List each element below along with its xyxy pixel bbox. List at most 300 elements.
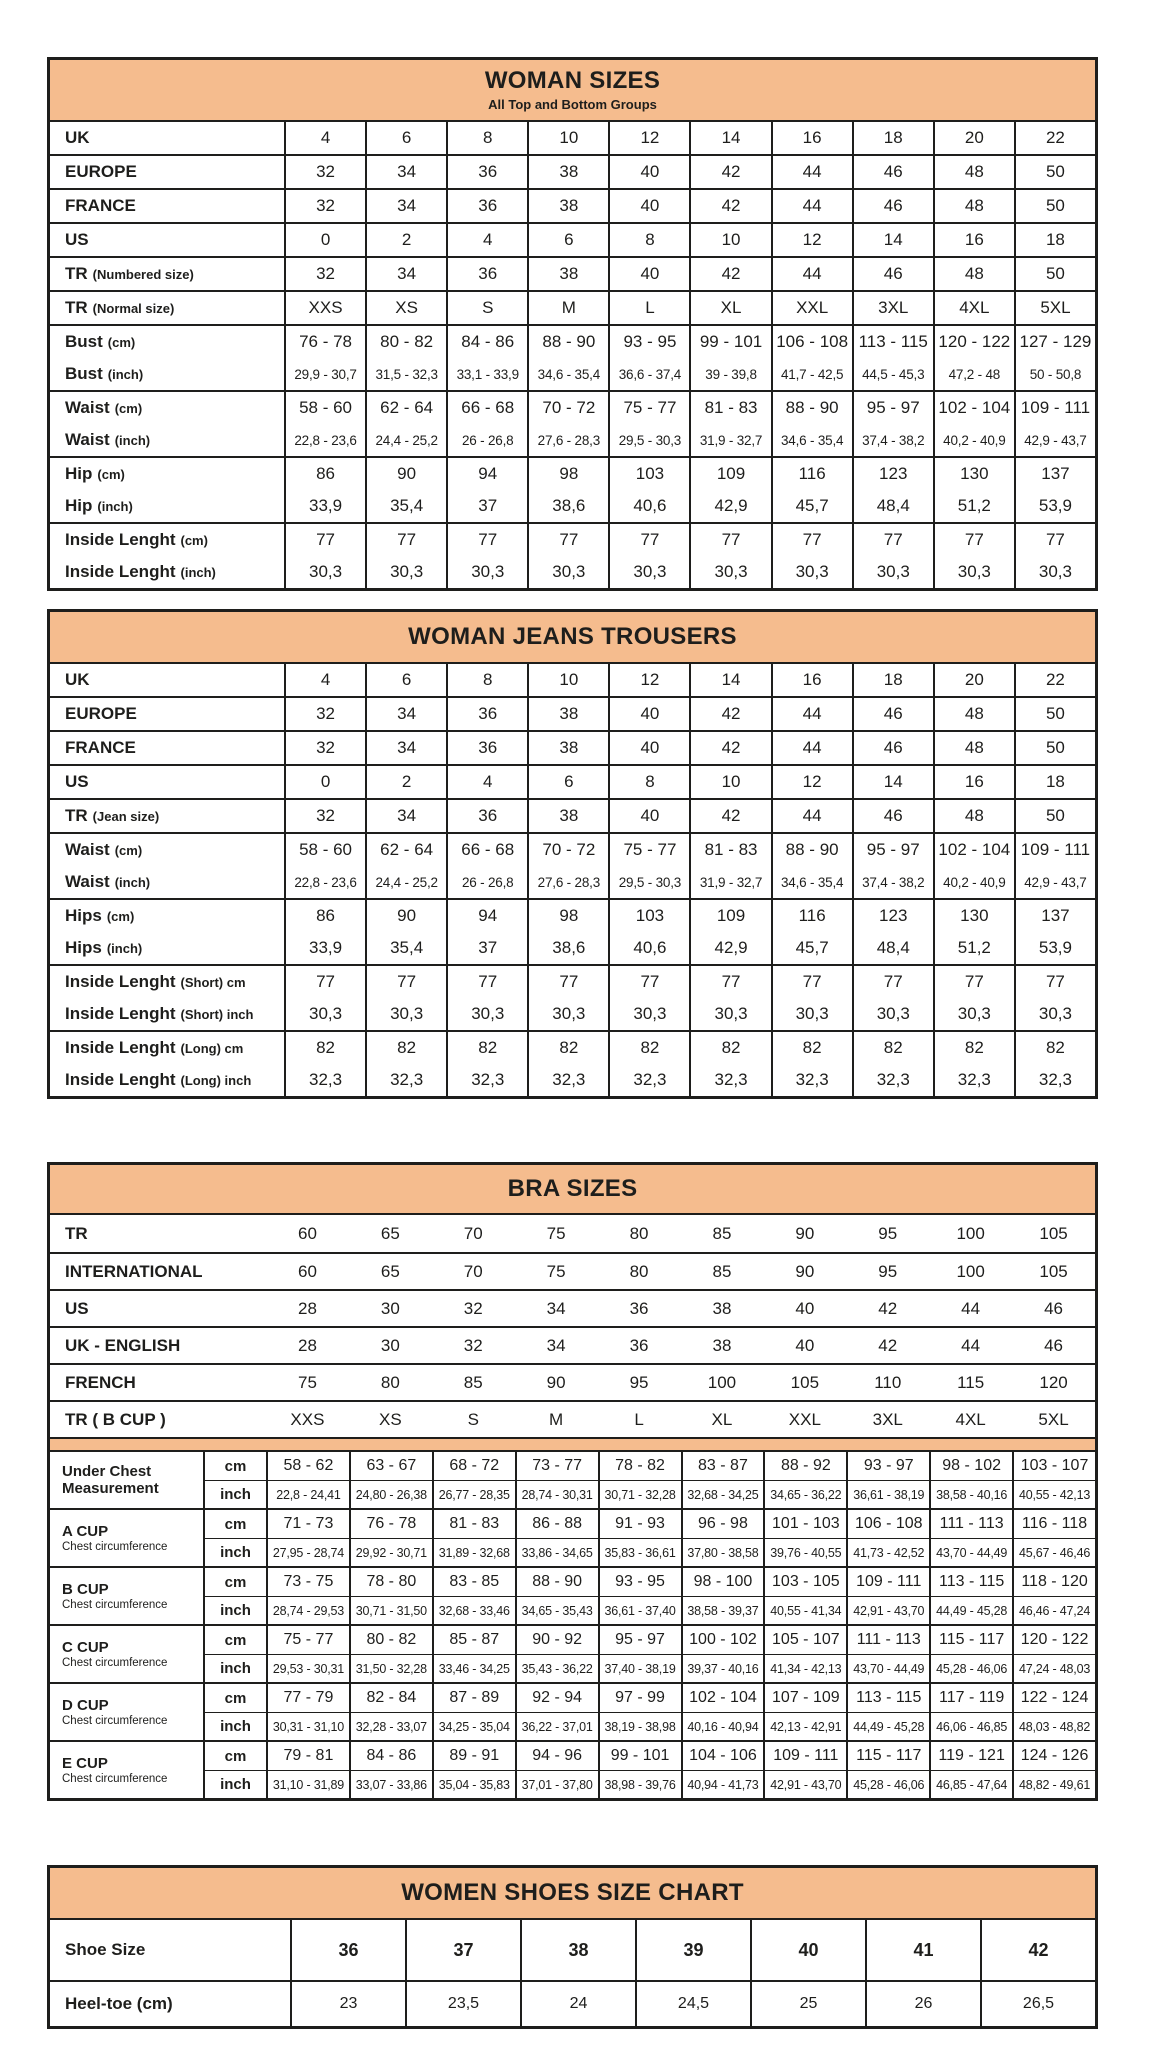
size-value: 80: [380, 1372, 400, 1392]
size-value: 8: [608, 224, 689, 256]
size-value: 116: [771, 458, 852, 490]
size-value: 94: [446, 458, 527, 490]
cup-name: A CUP: [62, 1522, 109, 1540]
measurement-value-inch: 39,76 - 40,55: [763, 1538, 846, 1566]
size-value: 105: [1039, 1261, 1068, 1281]
size-value: 47,2 - 48: [933, 358, 1014, 390]
row-label: [50, 1328, 266, 1363]
row-label-unit: (cm): [114, 842, 143, 858]
size-value: 26 - 26,8: [446, 424, 527, 456]
size-value: 27,6 - 28,3: [527, 866, 608, 898]
size-row: [50, 1032, 1095, 1064]
size-value: 40: [608, 190, 689, 222]
row-label: [50, 292, 284, 324]
size-value: 22: [1014, 664, 1095, 696]
cup-size-group: [50, 1452, 1095, 1508]
measurement-value-inch: 34,25 - 35,04: [432, 1712, 515, 1740]
row-group: [50, 324, 1095, 390]
size-value: 32,3: [608, 1064, 689, 1096]
size-value: 42: [689, 258, 770, 290]
row-group: [50, 1980, 1095, 2026]
cup-label: [50, 1684, 203, 1740]
size-value: 82: [1014, 1032, 1095, 1064]
size-value: 10: [527, 664, 608, 696]
size-value: 36: [446, 156, 527, 188]
size-value: XS: [379, 1409, 402, 1429]
size-value: 70 - 72: [527, 392, 608, 424]
row-label: [50, 1402, 266, 1437]
measurement-value-inch: 33,07 - 33,86: [349, 1770, 432, 1798]
size-value: 42: [689, 800, 770, 832]
size-value: 41: [865, 1920, 980, 1980]
measurement-value-cm: 105 - 107: [763, 1626, 846, 1654]
row-group: [50, 188, 1095, 222]
row-group: [50, 898, 1095, 964]
measurement-value-cm: 78 - 82: [598, 1452, 681, 1480]
table-title: WOMEN SHOES SIZE CHART: [401, 1878, 744, 1906]
size-value: 32: [463, 1335, 483, 1355]
size-row: [50, 866, 1095, 898]
size-value: 109 - 111: [1014, 834, 1095, 866]
size-value: 30,3: [608, 556, 689, 588]
unit-label-cm: cm: [203, 1568, 266, 1596]
size-value: 33,1 - 33,9: [446, 358, 527, 390]
measurement-value-cm: 86 - 88: [515, 1510, 598, 1538]
size-value: 30,3: [771, 998, 852, 1030]
row-label-text: EUROPE: [65, 162, 137, 181]
row-label: [50, 966, 284, 998]
measurement-value-cm: 103 - 107: [1012, 1452, 1095, 1480]
row-label: [50, 556, 284, 588]
measurement-value-cm: 111 - 113: [846, 1626, 929, 1654]
size-value: 42,9: [689, 490, 770, 522]
measurement-value-cm: 109 - 111: [846, 1568, 929, 1596]
measurement-value-inch: 22,8 - 24,41: [266, 1480, 349, 1508]
size-value: 50 - 50,8: [1014, 358, 1095, 390]
size-value: 38: [712, 1298, 732, 1318]
row-label-text: Inside Lenght: [65, 530, 176, 549]
row-label-unit: (inch): [114, 432, 151, 448]
size-value: 45,7: [771, 490, 852, 522]
row-group: [50, 1030, 1095, 1096]
size-value: 32,3: [689, 1064, 770, 1096]
measurement-value-inch: 28,74 - 29,53: [266, 1596, 349, 1624]
measurement-value-cm: 83 - 87: [681, 1452, 764, 1480]
measurement-value-cm: 118 - 120: [1012, 1568, 1095, 1596]
size-value: 34,6 - 35,4: [527, 358, 608, 390]
size-value: 75 - 77: [608, 834, 689, 866]
cup-size-group: [50, 1624, 1095, 1682]
size-value: 86: [284, 458, 365, 490]
cup-name: Under Chest Measurement: [62, 1462, 159, 1497]
size-value: 4: [284, 122, 365, 154]
size-value: 10: [689, 224, 770, 256]
row-label-text: TR: [65, 1223, 88, 1243]
size-value: 53,9: [1014, 490, 1095, 522]
size-value: 102 - 104: [933, 392, 1014, 424]
size-value: 109 - 111: [1014, 392, 1095, 424]
row-label-unit: (Short) inch: [180, 1006, 254, 1022]
row-label: [50, 834, 284, 866]
size-value: 77: [1014, 966, 1095, 998]
size-value: 48: [933, 732, 1014, 764]
size-value: 98: [527, 900, 608, 932]
size-value: 110: [874, 1372, 902, 1392]
size-value: 48,4: [852, 932, 933, 964]
measurement-value-inch: 36,61 - 37,40: [598, 1596, 681, 1624]
size-value: 12: [608, 122, 689, 154]
size-value: 4XL: [955, 1409, 986, 1429]
size-value: 34: [365, 190, 446, 222]
size-value: 84 - 86: [446, 326, 527, 358]
size-value: 42: [689, 732, 770, 764]
table-title: WOMAN JEANS TROUSERS: [408, 622, 737, 650]
measurement-value-inch: 35,83 - 36,61: [598, 1538, 681, 1566]
unit-label-cm: cm: [203, 1452, 266, 1480]
row-label-text: US: [65, 1298, 89, 1318]
measurement-value-inch: 46,06 - 46,85: [929, 1712, 1012, 1740]
size-value: 24,4 - 25,2: [365, 866, 446, 898]
size-value: 40: [608, 800, 689, 832]
size-value: 27,6 - 28,3: [527, 424, 608, 456]
row-label: [50, 998, 284, 1030]
row-label-unit: (Jean size): [92, 808, 160, 824]
row-label-unit: (cm): [106, 908, 135, 924]
row-label-text: Inside Lenght: [65, 1070, 176, 1089]
row-label-text: FRENCH: [65, 1372, 136, 1392]
size-value: 75 - 77: [608, 392, 689, 424]
measurement-value-inch: 28,74 - 30,31: [515, 1480, 598, 1508]
row-label-unit: (inch): [114, 874, 151, 890]
size-value: 34,6 - 35,4: [771, 424, 852, 456]
size-value: 32,3: [446, 1064, 527, 1096]
row-label-text: Inside Lenght: [65, 1038, 176, 1057]
size-value: 34: [365, 156, 446, 188]
size-value: 2: [365, 766, 446, 798]
size-value: 93 - 95: [608, 326, 689, 358]
size-value: 42,9: [689, 932, 770, 964]
size-value: 90: [365, 900, 446, 932]
size-value: 98: [527, 458, 608, 490]
cup-subtitle: Chest circumference: [62, 1599, 168, 1612]
measurement-value-inch: 32,68 - 34,25: [681, 1480, 764, 1508]
row-group: [50, 832, 1095, 898]
size-value: 46: [852, 732, 933, 764]
size-value: 30,3: [689, 998, 770, 1030]
row-label: [50, 766, 284, 798]
row-label-text: Waist: [65, 398, 110, 417]
size-value: 77: [933, 966, 1014, 998]
size-value: 70: [463, 1223, 483, 1243]
size-value: 32: [284, 800, 365, 832]
size-value: 137: [1014, 458, 1095, 490]
size-value: 77: [527, 524, 608, 556]
measurement-value-inch: 42,91 - 43,70: [846, 1596, 929, 1624]
row-label: [50, 900, 284, 932]
row-group: [50, 154, 1095, 188]
size-value: S: [446, 292, 527, 324]
size-value: 32: [284, 732, 365, 764]
row-label-text: Hip: [65, 496, 93, 515]
row-label-text: UK: [65, 128, 90, 147]
size-value: 40: [750, 1920, 865, 1980]
size-value: 40,6: [608, 932, 689, 964]
size-value: 10: [689, 766, 770, 798]
size-value: 48: [933, 800, 1014, 832]
size-value: 0: [284, 766, 365, 798]
size-value: 35,4: [365, 490, 446, 522]
unit-label-inch: inch: [203, 1538, 266, 1566]
size-value: 53,9: [1014, 932, 1095, 964]
size-value: 70: [463, 1261, 483, 1281]
row-label-unit: (cm): [107, 334, 136, 350]
size-value: 12: [608, 664, 689, 696]
size-value: 30,3: [1014, 556, 1095, 588]
size-value: 130: [933, 900, 1014, 932]
measurement-value-inch: 42,13 - 42,91: [763, 1712, 846, 1740]
size-row: [50, 156, 1095, 188]
row-label: [50, 1920, 290, 1980]
size-row: [50, 900, 1095, 932]
size-value: 62 - 64: [365, 834, 446, 866]
measurement-value-inch: 42,91 - 43,70: [763, 1770, 846, 1798]
measurement-value-cm: 94 - 96: [515, 1742, 598, 1770]
size-value: 6: [365, 664, 446, 696]
size-value: 30,3: [608, 998, 689, 1030]
size-value: 105: [790, 1372, 820, 1392]
size-value: 77: [689, 966, 770, 998]
size-value: 31,9 - 32,7: [689, 866, 770, 898]
size-value: 127 - 129: [1014, 326, 1095, 358]
row-label: [50, 224, 284, 256]
size-row: [50, 1064, 1095, 1096]
row-label-unit: (Normal size): [92, 300, 175, 316]
measurement-value-cm: 102 - 104: [681, 1684, 764, 1712]
size-value: 3XL: [852, 292, 933, 324]
row-group: [50, 1920, 1095, 1980]
row-label-text: Hips: [65, 906, 102, 925]
size-value: 24,4 - 25,2: [365, 424, 446, 456]
size-value: 75: [546, 1223, 566, 1243]
measurement-value-cm: 101 - 103: [763, 1510, 846, 1538]
measurement-value-cm: 79 - 81: [266, 1742, 349, 1770]
size-value: 77: [852, 966, 933, 998]
row-group: [50, 390, 1095, 456]
size-value: 38,6: [527, 490, 608, 522]
row-label: [50, 1215, 266, 1252]
size-row: [50, 258, 1095, 290]
row-label: [50, 732, 284, 764]
bra-standard-row: [50, 1252, 1095, 1289]
measurement-value-inch: 33,86 - 34,65: [515, 1538, 598, 1566]
size-value: 85: [712, 1261, 732, 1281]
size-value: 32: [463, 1298, 483, 1318]
table-header: [50, 60, 1095, 122]
size-value: 30,3: [1014, 998, 1095, 1030]
size-value: 40: [608, 732, 689, 764]
size-value: 34: [546, 1298, 566, 1318]
size-value: 24: [520, 1982, 635, 2026]
cup-label: [50, 1568, 203, 1624]
size-value: 95 - 97: [852, 392, 933, 424]
size-value: 30,3: [284, 556, 365, 588]
row-label-text: TR: [65, 806, 88, 825]
row-label-unit: (Long) inch: [180, 1072, 252, 1088]
size-value: 4XL: [933, 292, 1014, 324]
size-value: 77: [284, 966, 365, 998]
measurement-value-inch: 40,16 - 40,94: [681, 1712, 764, 1740]
size-value: 42: [878, 1335, 898, 1355]
measurement-value-cm: 89 - 91: [432, 1742, 515, 1770]
size-value: 32,3: [284, 1064, 365, 1096]
size-value: 36: [446, 800, 527, 832]
measurement-value-cm: 93 - 97: [846, 1452, 929, 1480]
measurement-value-inch: 40,55 - 42,13: [1012, 1480, 1095, 1508]
row-label: [50, 1365, 266, 1400]
table-title: BRA SIZES: [507, 1174, 638, 1202]
size-value: 16: [771, 122, 852, 154]
size-value: 80 - 82: [365, 326, 446, 358]
measurement-value-cm: 96 - 98: [681, 1510, 764, 1538]
measurement-value-inch: 45,28 - 46,06: [846, 1770, 929, 1798]
measurement-value-cm: 99 - 101: [598, 1742, 681, 1770]
row-label-unit: (inch): [107, 366, 144, 382]
size-value: 77: [365, 524, 446, 556]
size-value: 38: [527, 800, 608, 832]
size-value: 46: [1044, 1335, 1063, 1355]
row-label-text: Waist: [65, 840, 110, 859]
unit-label-inch: inch: [203, 1654, 266, 1682]
size-value: 34: [365, 258, 446, 290]
measurement-value-inch: 45,28 - 46,06: [929, 1654, 1012, 1682]
measurement-value-cm: 111 - 113: [929, 1510, 1012, 1538]
size-value: 44: [771, 258, 852, 290]
cup-subtitle: Chest circumference: [62, 1541, 168, 1554]
size-value: 60: [297, 1261, 317, 1281]
size-value: 46: [852, 698, 933, 730]
size-value: S: [467, 1409, 479, 1429]
size-value: 6: [527, 224, 608, 256]
size-value: 38: [520, 1920, 635, 1980]
measurement-value-inch: 40,94 - 41,73: [681, 1770, 764, 1798]
size-value: 6: [527, 766, 608, 798]
size-value: 34,6 - 35,4: [771, 866, 852, 898]
measurement-value-cm: 75 - 77: [266, 1626, 349, 1654]
size-row: [50, 834, 1095, 866]
size-value: 44: [771, 732, 852, 764]
unit-label-inch: inch: [203, 1480, 266, 1508]
size-value: 23: [290, 1982, 405, 2026]
measurement-value-inch: 31,50 - 32,28: [349, 1654, 432, 1682]
size-value: 16: [933, 766, 1014, 798]
size-value: 95 - 97: [852, 834, 933, 866]
row-label: [50, 424, 284, 456]
size-value: 58 - 60: [284, 392, 365, 424]
size-value: 42,9 - 43,7: [1014, 866, 1095, 898]
measurement-value-cm: 100 - 102: [681, 1626, 764, 1654]
size-value: M: [527, 292, 608, 324]
size-value: 100: [707, 1372, 737, 1392]
size-value: 29,5 - 30,3: [608, 424, 689, 456]
size-value: 77: [608, 524, 689, 556]
size-value: 88 - 90: [527, 326, 608, 358]
size-value: 77: [771, 524, 852, 556]
row-label-text: EUROPE: [65, 704, 137, 723]
women-shoes-size-chart-table: [47, 1865, 1098, 2029]
measurement-value-cm: 92 - 94: [515, 1684, 598, 1712]
measurement-value-inch: 32,68 - 33,46: [432, 1596, 515, 1624]
measurement-value-inch: 45,67 - 46,46: [1012, 1538, 1095, 1566]
row-group: [50, 522, 1095, 588]
measurement-value-cm: 58 - 62: [266, 1452, 349, 1480]
unit-label-inch: inch: [203, 1712, 266, 1740]
measurement-value-cm: 84 - 86: [349, 1742, 432, 1770]
size-value: 30,3: [933, 998, 1014, 1030]
table-header: [50, 612, 1095, 664]
row-label-unit: (Numbered size): [92, 266, 194, 282]
size-value: 18: [1014, 224, 1095, 256]
cup-size-group: [50, 1740, 1095, 1798]
size-value: 48: [933, 190, 1014, 222]
measurement-value-inch: 30,31 - 31,10: [266, 1712, 349, 1740]
size-value: 39 - 39,8: [689, 358, 770, 390]
size-value: 51,2: [933, 932, 1014, 964]
row-group: [50, 964, 1095, 1030]
size-value: XXL: [771, 292, 852, 324]
measurement-value-inch: 48,82 - 49,61: [1012, 1770, 1095, 1798]
row-label-text: FRANCE: [65, 196, 136, 215]
cup-name: D CUP: [62, 1696, 109, 1714]
size-value: 44: [961, 1335, 981, 1355]
unit-label-inch: inch: [203, 1770, 266, 1798]
size-value: 35,4: [365, 932, 446, 964]
row-group: [50, 256, 1095, 290]
measurement-value-inch: 40,55 - 41,34: [763, 1596, 846, 1624]
size-value: 42: [689, 190, 770, 222]
woman-jeans-trousers-table: [47, 609, 1098, 1099]
size-value: 38: [527, 190, 608, 222]
measurement-value-inch: 46,46 - 47,24: [1012, 1596, 1095, 1624]
size-value: 32,3: [365, 1064, 446, 1096]
size-row: [50, 190, 1095, 222]
size-value: 115: [957, 1372, 985, 1392]
measurement-value-cm: 88 - 90: [515, 1568, 598, 1596]
measurement-value-inch: 37,40 - 38,19: [598, 1654, 681, 1682]
size-value: 42: [689, 156, 770, 188]
size-value: 44: [771, 800, 852, 832]
size-value: XXL: [788, 1409, 821, 1429]
size-value: 37: [446, 490, 527, 522]
row-label: [50, 326, 284, 358]
measurement-value-inch: 30,71 - 32,28: [598, 1480, 681, 1508]
size-value: 34: [365, 698, 446, 730]
size-value: 30,3: [933, 556, 1014, 588]
size-row: [50, 458, 1095, 490]
size-value: 38: [527, 698, 608, 730]
size-value: 82: [608, 1032, 689, 1064]
row-group: [50, 696, 1095, 730]
row-label-text: Heel-toe (cm): [65, 1994, 173, 2013]
size-value: 77: [446, 524, 527, 556]
size-value: 30,3: [365, 556, 446, 588]
size-value: 82: [852, 1032, 933, 1064]
row-label-text: TR: [65, 298, 88, 317]
measurement-value-inch: 38,98 - 39,76: [598, 1770, 681, 1798]
row-label-unit: (inch): [180, 564, 216, 580]
size-value: 37,4 - 38,2: [852, 424, 933, 456]
measurement-value-cm: 77 - 79: [266, 1684, 349, 1712]
size-value: 44: [771, 698, 852, 730]
